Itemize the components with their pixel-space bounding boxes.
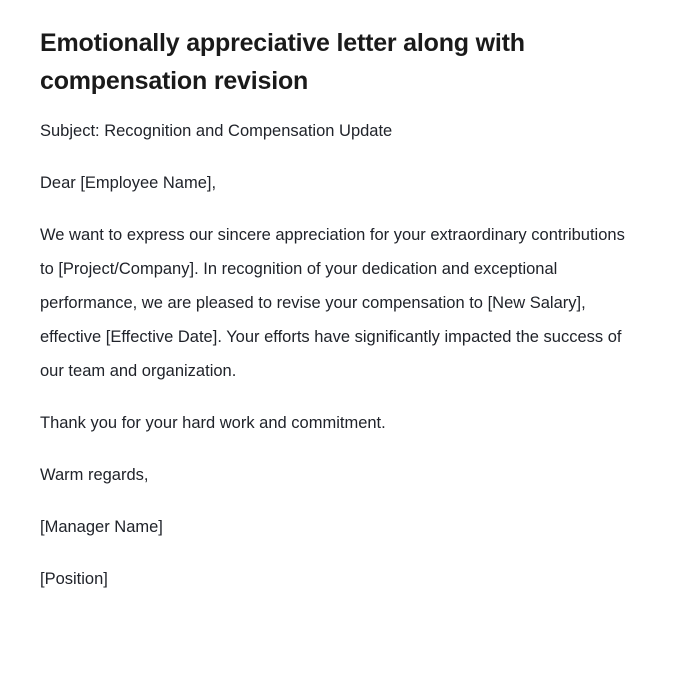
paragraph-closing: Warm regards, bbox=[40, 466, 149, 484]
paragraph-subject: Subject: Recognition and Compensation Update bbox=[40, 122, 393, 140]
paragraph-thanks: Thank you for your hard work and commitment. bbox=[40, 414, 386, 432]
paragraph-manager-name: [Manager Name] bbox=[40, 518, 163, 536]
page-title: Emotionally appreciative letter along with compensation revision bbox=[40, 29, 525, 95]
paragraph-main: We want to express our sincere appreciation for your extraordinary contributions to [Project/Company]. In recognition of your dedication and exceptional performance, we are pleased to revise your compensation to [New Salary], effective [Effective Date]. Your efforts have significantly impacted the success of our team and organization. bbox=[40, 226, 625, 380]
paragraph-position: [Position] bbox=[40, 570, 108, 588]
paragraph-salutation: Dear [Employee Name], bbox=[40, 174, 217, 192]
document-body bbox=[40, 114, 660, 596]
